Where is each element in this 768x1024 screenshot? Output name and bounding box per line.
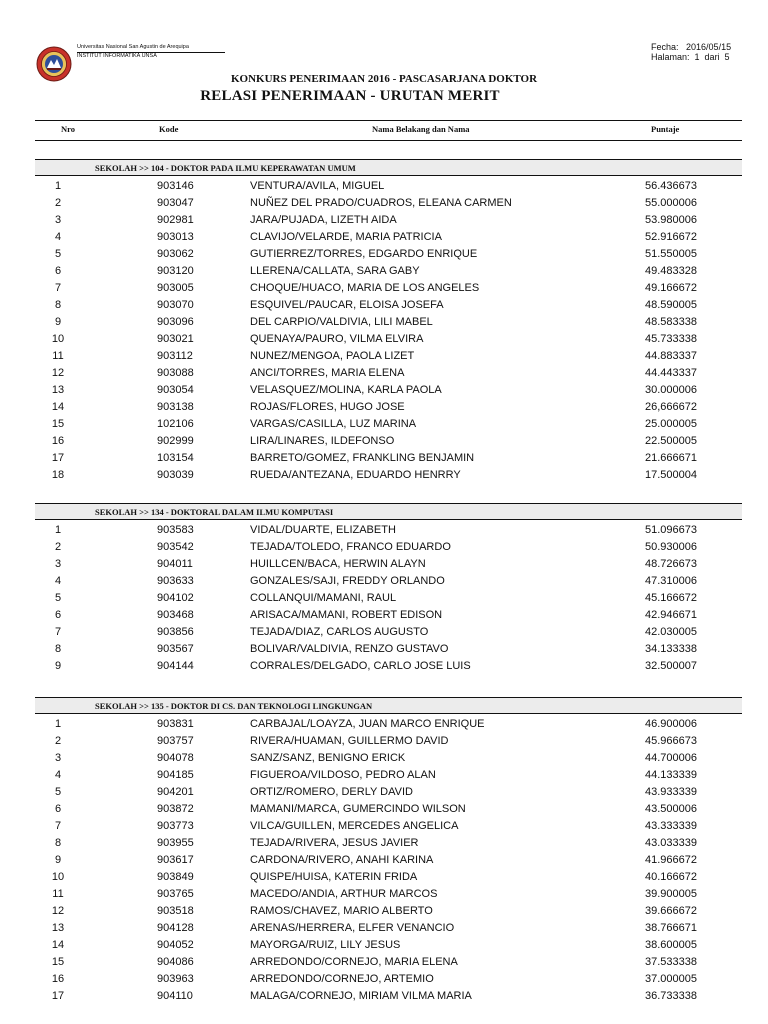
institution-name: Universitas Nasional San Agustin de Arequipa xyxy=(77,44,189,50)
row-kode: 903088 xyxy=(157,367,194,379)
table-row xyxy=(0,365,768,382)
table-row xyxy=(0,450,768,467)
row-nro: 1 xyxy=(54,718,62,730)
row-nro: 2 xyxy=(54,197,62,209)
row-kode: 904144 xyxy=(157,660,194,672)
row-nama: VILCA/GUILLEN, MERCEDES ANGELICA xyxy=(250,820,459,832)
row-puntaje: 44.883337 xyxy=(645,350,697,362)
row-puntaje: 43.933339 xyxy=(645,786,697,798)
row-nama: MACEDO/ANDIA, ARTHUR MARCOS xyxy=(250,888,438,900)
row-kode: 903021 xyxy=(157,333,194,345)
row-kode: 903096 xyxy=(157,316,194,328)
row-nro: 13 xyxy=(51,384,65,396)
row-nro: 6 xyxy=(54,265,62,277)
row-nama: HUILLCEN/BACA, HERWIN ALAYN xyxy=(250,558,426,570)
row-puntaje: 41.966672 xyxy=(645,854,697,866)
table-row xyxy=(0,624,768,641)
row-nro: 17 xyxy=(51,452,65,464)
row-nama: ROJAS/FLORES, HUGO JOSE xyxy=(250,401,405,413)
table-row xyxy=(0,263,768,280)
row-nro: 3 xyxy=(54,558,62,570)
row-nro: 12 xyxy=(51,367,65,379)
row-nro: 2 xyxy=(54,541,62,553)
table-row xyxy=(0,767,768,784)
row-nama: FIGUEROA/VILDOSO, PEDRO ALAN xyxy=(250,769,436,781)
row-kode: 903955 xyxy=(157,837,194,849)
table-row xyxy=(0,348,768,365)
row-nama: GUTIERREZ/TORRES, EDGARDO ENRIQUE xyxy=(250,248,478,260)
row-nama: ORTIZ/ROMERO, DERLY DAVID xyxy=(250,786,413,798)
row-kode: 903146 xyxy=(157,180,194,192)
row-kode: 904078 xyxy=(157,752,194,764)
row-kode: 904110 xyxy=(157,990,193,1002)
table-row xyxy=(0,331,768,348)
table-row xyxy=(0,954,768,971)
row-nama: RIVERA/HUAMAN, GUILLERMO DAVID xyxy=(250,735,449,747)
table-row xyxy=(0,382,768,399)
row-puntaje: 40.166672 xyxy=(645,871,697,883)
row-nama: MALAGA/CORNEJO, MIRIAM VILMA MARIA xyxy=(250,990,472,1002)
row-puntaje: 45.966673 xyxy=(645,735,697,747)
document-subtitle: RELASI PENERIMAAN - URUTAN MERIT xyxy=(200,88,500,104)
row-nama: TEJADA/DIAZ, CARLOS AUGUSTO xyxy=(250,626,429,638)
table-row xyxy=(0,399,768,416)
table-row xyxy=(0,835,768,852)
row-puntaje: 34.133338 xyxy=(645,643,697,655)
row-puntaje: 44.133339 xyxy=(645,769,697,781)
row-nama: BOLIVAR/VALDIVIA, RENZO GUSTAVO xyxy=(250,643,449,655)
row-nro: 15 xyxy=(51,418,65,430)
row-nro: 4 xyxy=(54,575,62,587)
row-puntaje: 53.980006 xyxy=(645,214,697,226)
col-header-nro: Nro xyxy=(61,124,76,134)
table-row xyxy=(0,937,768,954)
row-kode: 903518 xyxy=(157,905,194,917)
row-puntaje: 45.166672 xyxy=(645,592,697,604)
row-kode: 902981 xyxy=(157,214,194,226)
row-puntaje: 26,666672 xyxy=(645,401,697,413)
row-nama: ANCI/TORRES, MARIA ELENA xyxy=(250,367,405,379)
section-label: SEKOLAH >> 135 - DOKTOR DI CS. DAN TEKNOLOGI LINGKUNGAN xyxy=(95,701,373,711)
row-nro: 14 xyxy=(51,401,65,413)
table-row xyxy=(0,784,768,801)
row-puntaje: 49.483328 xyxy=(645,265,697,277)
row-kode: 103154 xyxy=(157,452,194,464)
row-kode: 904185 xyxy=(157,769,194,781)
row-puntaje: 44.443337 xyxy=(645,367,697,379)
row-nro: 4 xyxy=(54,231,62,243)
table-row xyxy=(0,920,768,937)
row-kode: 904102 xyxy=(157,592,194,604)
section-label: SEKOLAH >> 134 - DOKTORAL DALAM ILMU KOMPUTASI xyxy=(95,507,334,517)
row-nama: RAMOS/CHAVEZ, MARIO ALBERTO xyxy=(250,905,433,917)
row-puntaje: 36.733338 xyxy=(645,990,697,1002)
row-kode: 903617 xyxy=(157,854,194,866)
table-row xyxy=(0,988,768,1005)
row-puntaje: 39.666672 xyxy=(645,905,697,917)
row-puntaje: 49.166672 xyxy=(645,282,697,294)
table-row xyxy=(0,416,768,433)
row-nro: 11 xyxy=(52,888,64,900)
row-kode: 903757 xyxy=(157,735,194,747)
row-nama: MAYORGA/RUIZ, LILY JESUS xyxy=(250,939,401,951)
row-nama: GONZALES/SAJI, FREDDY ORLANDO xyxy=(250,575,445,587)
row-nama: CLAVIJO/VELARDE, MARIA PATRICIA xyxy=(250,231,442,243)
row-kode: 903070 xyxy=(157,299,194,311)
row-puntaje: 21.666671 xyxy=(645,452,697,464)
row-kode: 903062 xyxy=(157,248,194,260)
table-row xyxy=(0,246,768,263)
row-nro: 7 xyxy=(54,626,62,638)
row-nama: TEJADA/TOLEDO, FRANCO EDUARDO xyxy=(250,541,451,553)
row-kode: 902999 xyxy=(157,435,194,447)
row-kode: 903831 xyxy=(157,718,194,730)
col-header-puntaje: Puntaje xyxy=(651,124,680,134)
row-puntaje: 48.590005 xyxy=(645,299,697,311)
row-puntaje: 43.033339 xyxy=(645,837,697,849)
row-nro: 9 xyxy=(54,660,62,672)
row-puntaje: 32.500007 xyxy=(645,660,697,672)
row-nama: CARDONA/RIVERO, ANAHI KARINA xyxy=(250,854,434,866)
row-nama: DEL CARPIO/VALDIVIA, LILI MABEL xyxy=(250,316,433,328)
page-label: Halaman: xyxy=(651,52,690,62)
row-kode: 903583 xyxy=(157,524,194,536)
row-nro: 7 xyxy=(54,820,62,832)
table-row xyxy=(0,733,768,750)
row-nama: MAMANI/MARCA, GUMERCINDO WILSON xyxy=(250,803,466,815)
table-row xyxy=(0,869,768,886)
row-nama: QUISPE/HUISA, KATERIN FRIDA xyxy=(250,871,418,883)
row-nama: ARENAS/HERRERA, ELFER VENANCIO xyxy=(250,922,455,934)
row-nama: ESQUIVEL/PAUCAR, ELOISA JOSEFA xyxy=(250,299,444,311)
col-header-kode: Kode xyxy=(159,124,179,134)
section-label: SEKOLAH >> 104 - DOKTOR PADA ILMU KEPERAWATAN UMUM xyxy=(95,163,356,173)
row-puntaje: 38.766671 xyxy=(645,922,697,934)
table-row xyxy=(0,195,768,212)
row-nro: 9 xyxy=(54,854,62,866)
row-nro: 12 xyxy=(51,905,65,917)
row-nama: ARISACA/MAMANI, ROBERT EDISON xyxy=(250,609,443,621)
section-header xyxy=(35,697,742,714)
row-puntaje: 51.550005 xyxy=(645,248,697,260)
row-kode: 903047 xyxy=(157,197,194,209)
row-nro: 5 xyxy=(54,248,62,260)
row-puntaje: 30.000006 xyxy=(645,384,697,396)
row-nama: NUNEZ/MENGOA, PAOLA LIZET xyxy=(250,350,415,362)
row-kode: 903633 xyxy=(157,575,194,587)
row-nro: 2 xyxy=(54,735,62,747)
date-value: 2016/05/15 xyxy=(686,42,732,52)
table-row xyxy=(0,801,768,818)
row-nro: 13 xyxy=(51,922,65,934)
section-header xyxy=(35,159,742,176)
row-nro: 1 xyxy=(54,524,62,536)
row-kode: 903567 xyxy=(157,643,194,655)
table-row xyxy=(0,607,768,624)
header-top-rule xyxy=(35,120,742,121)
row-puntaje: 52.916672 xyxy=(645,231,697,243)
table-row xyxy=(0,178,768,195)
date-info xyxy=(651,42,731,52)
header-bottom-rule xyxy=(35,140,742,141)
row-nama: RUEDA/ANTEZANA, EDUARDO HENRRY xyxy=(250,469,461,481)
row-nro: 10 xyxy=(51,871,65,883)
table-row xyxy=(0,971,768,988)
row-nama: CHOQUE/HUACO, MARIA DE LOS ANGELES xyxy=(250,282,480,294)
row-nama: CARBAJAL/LOAYZA, JUAN MARCO ENRIQUE xyxy=(250,718,485,730)
table-row xyxy=(0,818,768,835)
row-kode: 904086 xyxy=(157,956,194,968)
row-nro: 14 xyxy=(51,939,65,951)
table-row xyxy=(0,750,768,767)
row-puntaje: 37.000005 xyxy=(645,973,697,985)
row-nama: JARA/PUJADA, LIZETH AIDA xyxy=(250,214,397,226)
row-puntaje: 50.930006 xyxy=(645,541,697,553)
row-puntaje: 43.500006 xyxy=(645,803,697,815)
row-kode: 903856 xyxy=(157,626,194,638)
table-row xyxy=(0,658,768,675)
section-header xyxy=(35,503,742,520)
row-nro: 7 xyxy=(54,282,62,294)
row-kode: 903542 xyxy=(157,541,194,553)
row-nro: 9 xyxy=(54,316,62,328)
table-row xyxy=(0,280,768,297)
row-nama: QUENAYA/PAURO, VILMA ELVIRA xyxy=(250,333,424,345)
row-puntaje: 51.096673 xyxy=(645,524,697,536)
table-row xyxy=(0,297,768,314)
col-header-nama: Nama Belakang dan Nama xyxy=(372,124,470,134)
row-kode: 903765 xyxy=(157,888,194,900)
row-nro: 4 xyxy=(54,769,62,781)
row-nama: CORRALES/DELGADO, CARLO JOSE LUIS xyxy=(250,660,471,672)
row-kode: 903468 xyxy=(157,609,194,621)
row-puntaje: 44.700006 xyxy=(645,752,697,764)
row-puntaje: 22.500005 xyxy=(645,435,697,447)
table-row xyxy=(0,641,768,658)
table-row xyxy=(0,556,768,573)
row-nro: 10 xyxy=(51,333,65,345)
row-puntaje: 46.900006 xyxy=(645,718,697,730)
table-row xyxy=(0,852,768,869)
row-kode: 904052 xyxy=(157,939,194,951)
row-puntaje: 43.333339 xyxy=(645,820,697,832)
table-row xyxy=(0,212,768,229)
row-nro: 6 xyxy=(54,803,62,815)
row-kode: 903005 xyxy=(157,282,194,294)
row-nro: 17 xyxy=(51,990,65,1002)
row-puntaje: 42.030005 xyxy=(645,626,697,638)
row-nama: SANZ/SANZ, BENIGNO ERICK xyxy=(250,752,406,764)
table-row xyxy=(0,903,768,920)
row-nro: 3 xyxy=(54,214,62,226)
row-puntaje: 48.583338 xyxy=(645,316,697,328)
row-nro: 8 xyxy=(54,299,62,311)
row-nama: LIRA/LINARES, ILDEFONSO xyxy=(250,435,395,447)
row-nama: ARREDONDO/CORNEJO, ARTEMIO xyxy=(250,973,434,985)
table-row xyxy=(0,590,768,607)
row-nama: VARGAS/CASILLA, LUZ MARINA xyxy=(250,418,417,430)
institution-subname: INSTITUT INFORMATIKA UNSA xyxy=(77,53,157,59)
row-nro: 5 xyxy=(54,786,62,798)
row-kode: 903013 xyxy=(157,231,194,243)
row-nro: 8 xyxy=(54,837,62,849)
table-row xyxy=(0,467,768,484)
row-kode: 904011 xyxy=(157,558,193,570)
page-value: 1 dari 5 xyxy=(694,52,730,62)
table-row xyxy=(0,433,768,450)
table-row xyxy=(0,573,768,590)
table-row xyxy=(0,229,768,246)
row-kode: 903039 xyxy=(157,469,194,481)
row-kode: 904201 xyxy=(157,786,194,798)
page-info xyxy=(651,52,730,62)
row-nro: 11 xyxy=(52,350,64,362)
row-nro: 6 xyxy=(54,609,62,621)
row-puntaje: 55.000006 xyxy=(645,197,697,209)
date-label: Fecha: xyxy=(651,42,679,52)
row-kode: 903120 xyxy=(157,265,194,277)
row-kode: 903773 xyxy=(157,820,194,832)
row-nama: NUÑEZ DEL PRADO/CUADROS, ELEANA CARMEN xyxy=(250,197,512,209)
row-puntaje: 39.900005 xyxy=(645,888,697,900)
row-nama: VENTURA/AVILA, MIGUEL xyxy=(250,180,385,192)
table-row xyxy=(0,314,768,331)
row-puntaje: 17.500004 xyxy=(645,469,697,481)
row-puntaje: 37.533338 xyxy=(645,956,697,968)
table-row xyxy=(0,539,768,556)
table-row xyxy=(0,886,768,903)
row-puntaje: 47.310006 xyxy=(645,575,697,587)
row-nama: COLLANQUI/MAMANI, RAUL xyxy=(250,592,397,604)
row-kode: 102106 xyxy=(157,418,194,430)
row-nama: LLERENA/CALLATA, SARA GABY xyxy=(250,265,420,277)
table-row xyxy=(0,522,768,539)
row-puntaje: 45.733338 xyxy=(645,333,697,345)
row-kode: 904128 xyxy=(157,922,194,934)
row-nro: 18 xyxy=(51,469,65,481)
row-kode: 903872 xyxy=(157,803,194,815)
row-kode: 903963 xyxy=(157,973,194,985)
row-nro: 8 xyxy=(54,643,62,655)
row-nama: VELASQUEZ/MOLINA, KARLA PAOLA xyxy=(250,384,442,396)
row-puntaje: 25.000005 xyxy=(645,418,697,430)
row-nro: 16 xyxy=(51,435,65,447)
row-kode: 903112 xyxy=(157,350,193,362)
row-nama: VIDAL/DUARTE, ELIZABETH xyxy=(250,524,396,536)
row-nama: BARRETO/GOMEZ, FRANKLING BENJAMIN xyxy=(250,452,475,464)
table-row xyxy=(0,716,768,733)
row-nro: 5 xyxy=(54,592,62,604)
row-nro: 16 xyxy=(51,973,65,985)
row-puntaje: 42.946671 xyxy=(645,609,697,621)
row-nro: 1 xyxy=(54,180,62,192)
row-kode: 903054 xyxy=(157,384,194,396)
row-nama: TEJADA/RIVERA, JESUS JAVIER xyxy=(250,837,419,849)
row-nro: 15 xyxy=(51,956,65,968)
document-title: KONKURS PENERIMAAN 2016 - PASCASARJANA DOKTOR xyxy=(230,73,538,85)
row-puntaje: 38.600005 xyxy=(645,939,697,951)
row-kode: 903849 xyxy=(157,871,194,883)
row-puntaje: 48.726673 xyxy=(645,558,697,570)
row-nro: 3 xyxy=(54,752,62,764)
row-kode: 903138 xyxy=(157,401,194,413)
row-puntaje: 56.436673 xyxy=(645,180,697,192)
row-nama: ARREDONDO/CORNEJO, MARIA ELENA xyxy=(250,956,458,968)
